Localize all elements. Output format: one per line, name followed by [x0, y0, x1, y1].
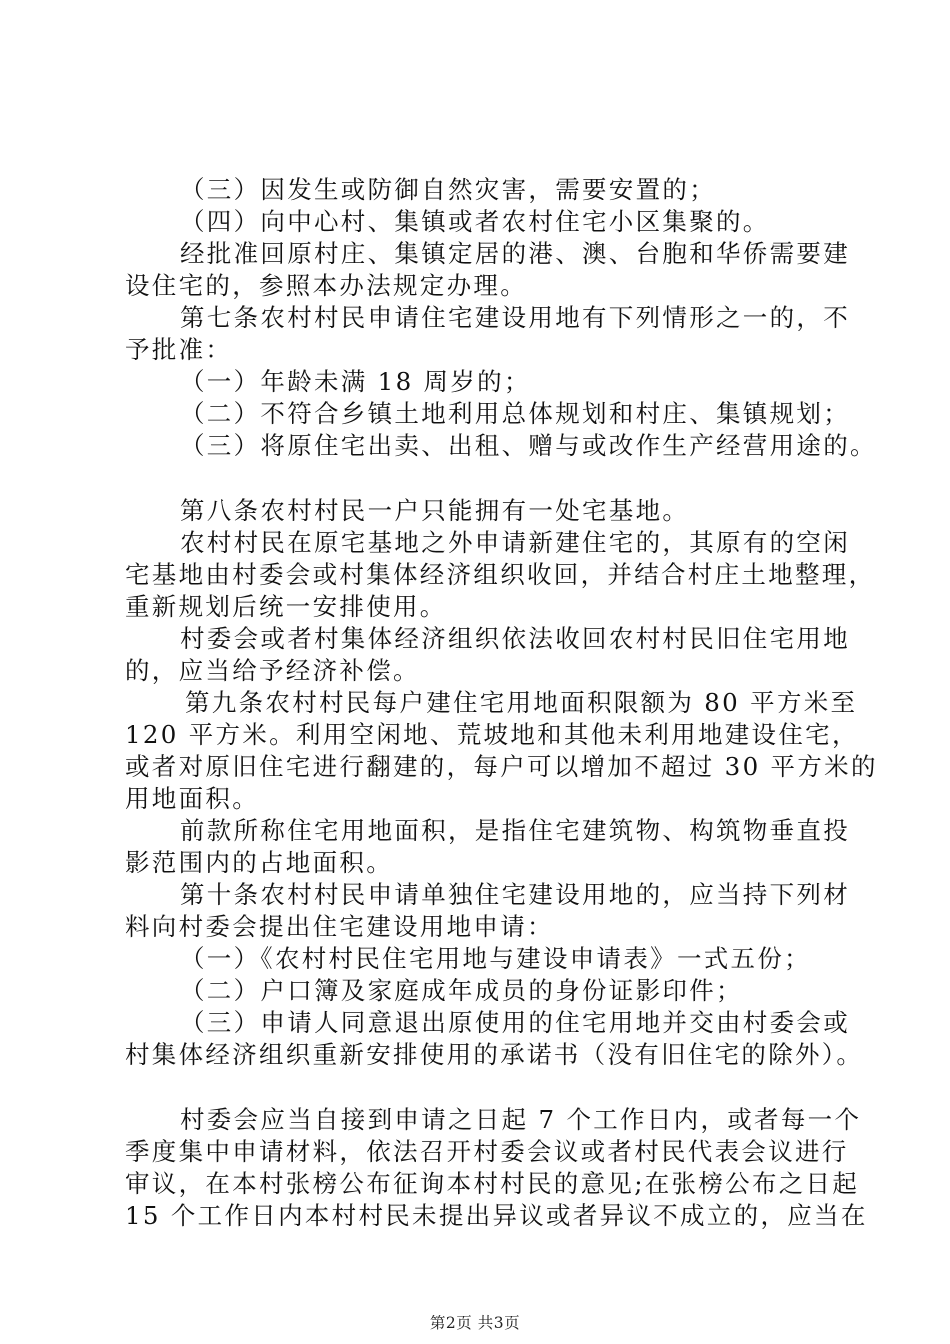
paragraph-line: 设住宅的，参照本办法规定办理。	[125, 271, 527, 300]
paragraph-gap	[125, 462, 835, 495]
article-10-line: 第十条农村村民申请单独住宅建设用地的，应当持下列材	[180, 880, 850, 909]
paragraph-line: 15 个工作日内本村村民未提出异议或者异议不成立的，应当在	[125, 1201, 868, 1230]
article-7-line: 第七条农村村民申请住宅建设用地有下列情形之一的，不	[180, 303, 850, 332]
paragraph-line: （三）申请人同意退出原使用的住宅用地并交由村委会或	[180, 1008, 850, 1037]
paragraph-line: 季度集中申请材料，依法召开村委会议或者村民代表会议进行	[125, 1137, 849, 1166]
paragraph-line: 村委会应当自接到申请之日起 7 个工作日内，或者每一个	[180, 1105, 862, 1134]
paragraph-line: 予批准：	[125, 335, 233, 364]
paragraph-line: （三）因发生或防御自然灾害，需要安置的；	[180, 175, 716, 204]
paragraph-line: 经批准回原村庄、集镇定居的港、澳、台胞和华侨需要建	[180, 239, 850, 268]
paragraph-gap	[125, 1071, 835, 1104]
paragraph-line: 或者对原旧住宅进行翻建的，每户可以增加不超过 30 平方米的	[125, 752, 878, 781]
paragraph-line: （四）向中心村、集镇或者农村住宅小区集聚的。	[180, 207, 770, 236]
paragraph-line: （三）将原住宅出卖、出租、赠与或改作生产经营用途的。	[180, 431, 877, 460]
page-number-footer: 第2页 共3页	[429, 1314, 521, 1332]
paragraph-line: 前款所称住宅用地面积，是指住宅建筑物、构筑物垂直投	[180, 816, 850, 845]
paragraph-line: 村委会或者村集体经济组织依法收回农村村民旧住宅用地	[180, 624, 850, 653]
paragraph-line: 用地面积。	[125, 784, 259, 813]
paragraph-line: 重新规划后统一安排使用。	[125, 592, 447, 621]
document-body	[125, 174, 878, 1232]
paragraph-line: 审议，在本村张榜公布征询本村村民的意见;在张榜公布之日起	[125, 1169, 860, 1198]
paragraph-line: （二）不符合乡镇土地利用总体规划和村庄、集镇规划；	[180, 399, 850, 428]
paragraph-line: 的，应当给予经济补偿。	[125, 656, 420, 685]
paragraph-line: 宅基地由村委会或村集体经济组织收回，并结合村庄土地整理，	[125, 560, 876, 589]
paragraph-line: 影范围内的占地面积。	[125, 848, 393, 877]
paragraph-line: 料向村委会提出住宅建设用地申请：	[125, 912, 554, 941]
paragraph-line: 120 平方米。利用空闲地、荒坡地和其他未利用地建设住宅，	[125, 720, 859, 749]
paragraph-line: 农村村民在原宅基地之外申请新建住宅的，其原有的空闲	[180, 528, 850, 557]
paragraph-line: （二）户口簿及家庭成年成员的身份证影印件；	[180, 976, 743, 1005]
article-8-line: 第八条农村村民一户只能拥有一处宅基地。	[180, 496, 690, 525]
paragraph-line: （一）《农村村民住宅用地与建设申请表》一式五份；	[180, 944, 811, 973]
article-9-line: 第九条农村村民每户建住宅用地面积限额为 80 平方米至	[185, 688, 858, 717]
paragraph-line: 村集体经济组织重新安排使用的承诺书（没有旧住宅的除外）。	[125, 1040, 864, 1069]
paragraph-line: （一）年龄未满 18 周岁的；	[180, 367, 531, 396]
